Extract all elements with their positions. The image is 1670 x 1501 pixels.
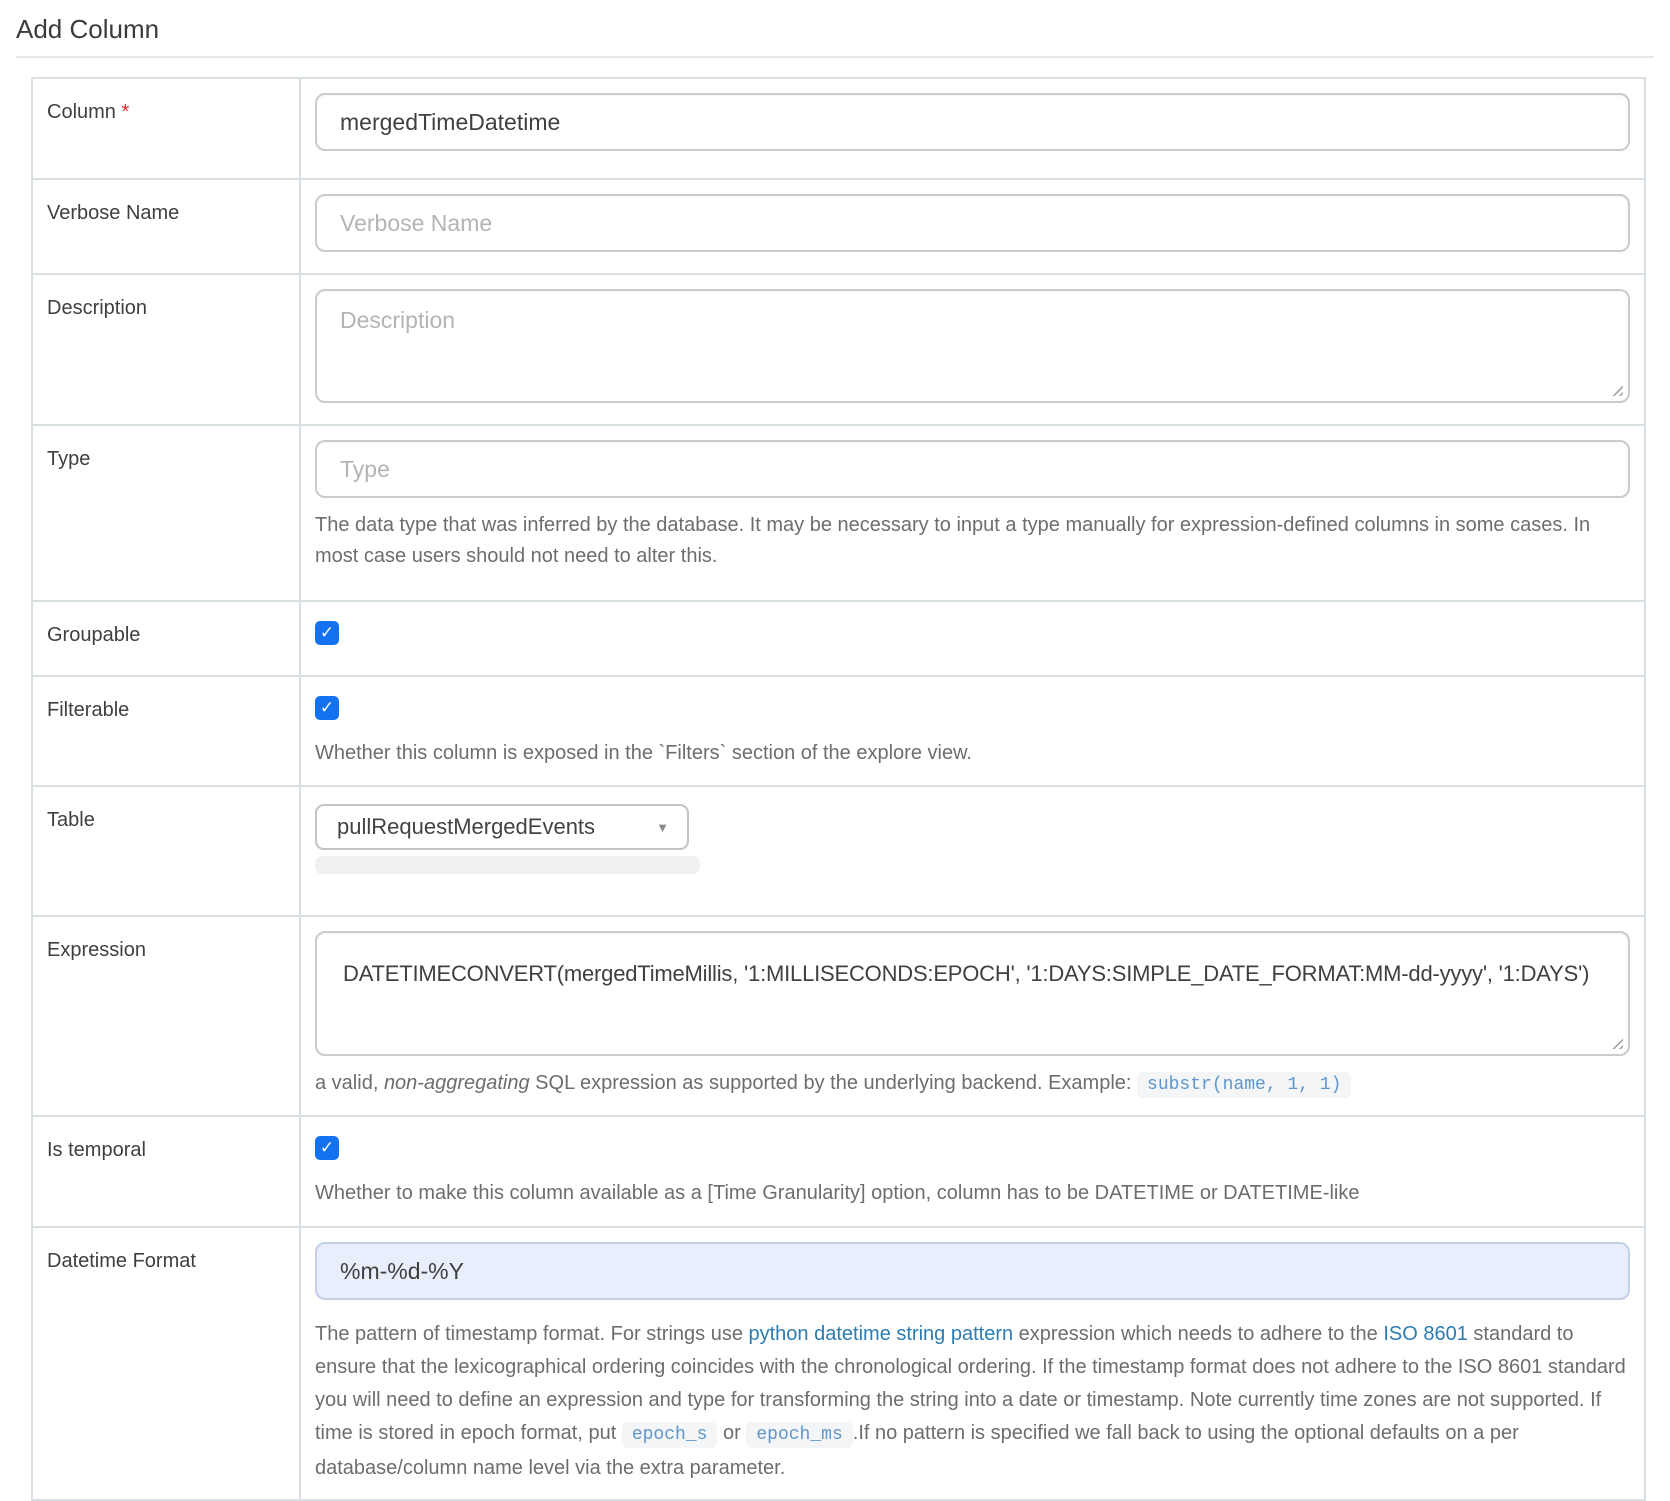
expression-textarea[interactable] <box>315 931 1630 1056</box>
type-input[interactable] <box>315 440 1630 498</box>
checkmark-icon: ✓ <box>319 623 335 642</box>
add-column-form <box>31 77 1646 1501</box>
field-label-type: Type <box>33 426 301 600</box>
field-label-column <box>33 79 301 178</box>
datetime-help-part3: standard to ensure that the lexicographical ordering coincides with the chronological ordering. If the timestamp format does not adhere to the ISO 8601 standard you will need to define an expression and type for transforming the string into a date or timestamp. Note currently time zones are not supported. If time is stored in epoch format, put <box>315 1323 1626 1444</box>
field-label-table: Table <box>33 787 301 915</box>
form-row-is-temporal <box>33 1115 1644 1226</box>
field-label-filterable: Filterable <box>33 677 301 785</box>
field-label-datetime-format: Datetime Format <box>33 1228 301 1499</box>
groupable-checkbox[interactable] <box>315 621 339 645</box>
form-row-type <box>33 424 1644 600</box>
column-input[interactable] <box>315 93 1630 151</box>
form-row-column <box>33 79 1644 178</box>
is-temporal-help-text: Whether to make this column available as a [Time Granularity] option, column has to be DATETIME or DATETIME-like <box>315 1182 1360 1204</box>
page-title: Add Column <box>16 14 160 44</box>
is-temporal-checkbox[interactable] <box>315 1136 339 1160</box>
datetime-help-part4: or <box>717 1422 747 1444</box>
checkmark-icon: ✓ <box>319 1138 335 1157</box>
form-row-groupable <box>33 600 1644 675</box>
expression-help-italic: non-aggregating <box>383 1072 530 1094</box>
checkmark-icon: ✓ <box>319 698 335 717</box>
datetime-help-part2: expression which needs to adhere to the <box>1013 1323 1384 1345</box>
form-row-description <box>33 273 1644 424</box>
epoch-ms-code-chip: epoch_ms <box>746 1422 852 1448</box>
datetime-help-part1: The pattern of timestamp format. For strings use <box>315 1323 749 1345</box>
expression-help-prefix: a valid, <box>315 1072 384 1094</box>
expression-help-middle: SQL expression as supported by the underlying backend. Example: <box>529 1072 1138 1094</box>
field-label-verbose-name: Verbose Name <box>33 180 301 273</box>
field-label-description: Description <box>33 275 301 424</box>
select-shadow <box>315 856 700 874</box>
filterable-checkbox[interactable] <box>315 696 339 720</box>
form-row-table <box>33 785 1644 915</box>
field-label-expression: Expression <box>33 917 301 1115</box>
datetime-format-input[interactable] <box>315 1242 1630 1300</box>
form-row-verbose-name <box>33 178 1644 273</box>
field-label-groupable: Groupable <box>33 602 301 675</box>
header-divider <box>16 56 1654 58</box>
iso-8601-link[interactable]: ISO 8601 <box>1383 1323 1468 1345</box>
form-row-expression <box>33 915 1644 1115</box>
form-row-filterable <box>33 675 1644 785</box>
table-select-value: pullRequestMergedEvents <box>337 814 596 839</box>
description-textarea[interactable] <box>315 289 1630 403</box>
python-datetime-pattern-link[interactable]: python datetime string pattern <box>748 1323 1014 1345</box>
chevron-down-icon: ▼ <box>656 819 669 835</box>
form-row-datetime-format <box>33 1226 1644 1499</box>
datetime-help-part5: .If no pattern is specified we fall back to using the optional defaults on a per database/column name level via the extra parameter. <box>315 1422 1519 1479</box>
expression-help-text <box>315 1068 1630 1101</box>
column-label-text: Column <box>47 101 116 123</box>
verbose-name-input[interactable] <box>315 194 1630 252</box>
datetime-format-help-text <box>315 1318 1630 1485</box>
table-select[interactable] <box>315 804 689 850</box>
field-label-is-temporal: Is temporal <box>33 1117 301 1226</box>
page-header <box>0 0 1670 45</box>
type-help-text: The data type that was inferred by the database. It may be necessary to input a type manually for expression-defined columns in some cases. In most case users should not need to alter this. <box>315 514 1591 567</box>
filterable-help-text: Whether this column is exposed in the `Filters` section of the explore view. <box>315 742 972 764</box>
substr-code-chip: substr(name, 1, 1) <box>1137 1072 1351 1098</box>
required-asterisk: * <box>121 101 130 123</box>
epoch-s-code-chip: epoch_s <box>622 1422 718 1448</box>
